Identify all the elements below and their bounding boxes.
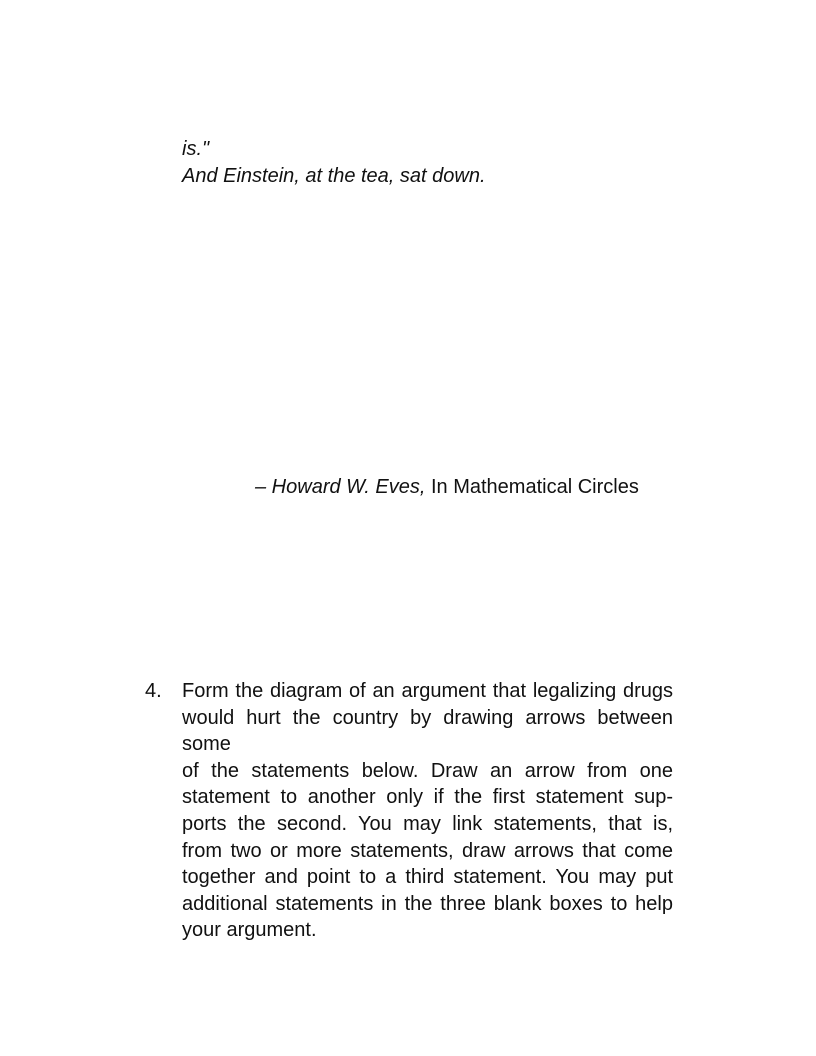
- poem-quote-line: is.": [182, 138, 210, 160]
- exercise-text-line: additional statements in the three blank boxes to help: [182, 892, 673, 915]
- poem-quote: [182, 136, 486, 190]
- attribution-work: In Mathematical Circles: [425, 476, 639, 498]
- attribution-author: – Howard W. Eves,: [255, 476, 426, 498]
- exercise-text-line: your argument.: [182, 919, 317, 942]
- poem-quote-line: And Einstein, at the tea, sat down.: [182, 165, 486, 187]
- exercise-text-line: statement to another only if the first statement sup-: [182, 786, 673, 809]
- exercise-text-line: together and point to a third statement. You may put: [182, 866, 673, 889]
- exercise-text-line: of the statements below. Draw an arrow from one: [182, 759, 673, 782]
- exercise-text-line: ports the second. You may link statements, that is,: [182, 812, 673, 835]
- exercise-number: 4.: [145, 680, 162, 702]
- quote-attribution: [255, 474, 639, 501]
- exercise-text-line: would hurt the country by drawing arrows between some: [182, 706, 673, 756]
- exercise-text-line: Form the diagram of an argument that legalizing drugs: [182, 680, 673, 702]
- exercise-text: [182, 678, 673, 944]
- exercise-text-line: from two or more statements, draw arrows that come: [182, 839, 673, 862]
